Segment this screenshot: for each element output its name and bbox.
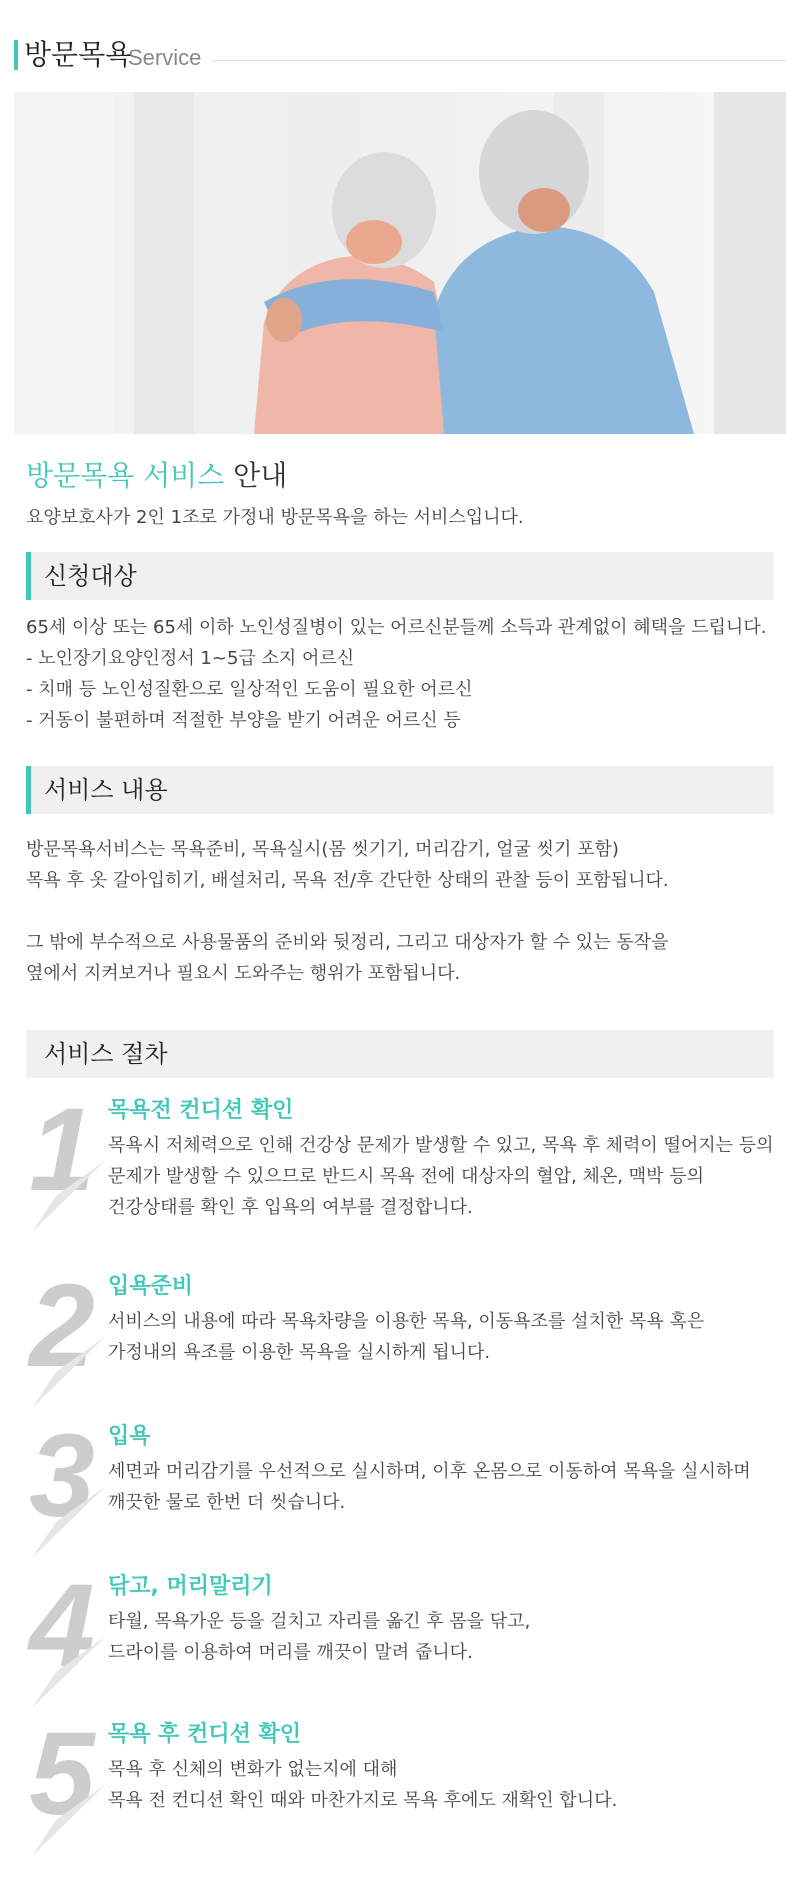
content-line: 그 밖에 부수적으로 사용물품의 준비와 뒷정리, 그리고 대상자가 할 수 있는 동작을 — [26, 932, 669, 953]
step-number: 4 — [29, 1560, 95, 1692]
step-line: 드라이를 이용하여 머리를 깨끗이 말려 줍니다. — [108, 1642, 473, 1663]
step-title: 입욕준비 — [108, 1274, 194, 1299]
page-title: 방문목욕 — [24, 38, 133, 71]
step-description — [108, 1130, 774, 1223]
step-slash-decoration — [26, 1632, 112, 1712]
procedure-step — [22, 1260, 782, 1422]
step-line: 타월, 목욕가운 등을 걸치고 자리를 옮긴 후 몸을 닦고, — [108, 1611, 531, 1632]
step-line: 건강상태를 확인 후 입욕의 여부를 결정합니다. — [108, 1197, 473, 1218]
target-description — [26, 612, 786, 736]
procedure-step — [22, 1084, 782, 1246]
procedure-step — [22, 1708, 782, 1870]
step-slash-decoration — [26, 1482, 112, 1562]
step-line: 서비스의 내용에 따라 목욕차량을 이용한 목욕, 이동욕조를 설치한 목욕 혹은 — [108, 1311, 705, 1332]
intro-title — [26, 458, 287, 494]
step-number: 3 — [29, 1410, 95, 1542]
intro-title-accent: 방문목욕 서비스 — [26, 459, 225, 492]
step-line: 문제가 발생할 수 있으므로 반드시 목욕 전에 대상자의 혈압, 체온, 맥박 등의 — [108, 1166, 705, 1187]
hero-image — [14, 92, 786, 434]
step-line: 가정내의 욕조를 이용한 목욕을 실시하게 됩니다. — [108, 1342, 491, 1363]
step-title: 입욕 — [108, 1424, 151, 1449]
step-number: 5 — [29, 1708, 95, 1840]
content-line: 목욕 후 옷 갈아입히기, 배설처리, 목욕 전/후 간단한 상태의 관찰 등이 포함됩니다. — [26, 870, 669, 891]
target-line: - 치매 등 노인성질환으로 일상적인 도움이 필요한 어르신 — [26, 679, 473, 700]
target-line: - 노인장기요양인정서 1~5급 소지 어르신 — [26, 648, 355, 669]
step-line: 세면과 머리감기를 우선적으로 실시하며, 이후 온몸으로 이동하여 목욕을 실시하며 — [108, 1461, 751, 1482]
page-subtitle: Service — [128, 45, 202, 70]
section-title-procedure: 서비스 절차 — [44, 1040, 168, 1068]
intro-description: 요양보호사가 2인 1조로 가정내 방문목욕을 하는 서비스입니다. — [26, 507, 524, 528]
target-line: 65세 이상 또는 65세 이하 노인성질병이 있는 어르신분들께 소득과 관계없이 혜택을 드립니다. — [26, 617, 767, 638]
section-accent-bar — [26, 766, 31, 814]
content-description — [26, 834, 786, 989]
step-description — [108, 1754, 617, 1816]
step-slash-decoration — [26, 1156, 112, 1236]
step-title: 목욕 후 컨디션 확인 — [108, 1722, 301, 1747]
target-line: - 거동이 불편하며 적절한 부양을 받기 어려운 어르신 등 — [26, 710, 461, 731]
section-title-content: 서비스 내용 — [44, 776, 168, 804]
page-header — [14, 38, 786, 74]
step-description — [108, 1606, 530, 1668]
step-line: 목욕 전 컨디션 확인 때와 마찬가지로 목욕 후에도 재확인 합니다. — [108, 1790, 618, 1811]
step-number: 1 — [29, 1084, 95, 1216]
section-header-procedure — [26, 1030, 774, 1078]
procedure-step — [22, 1560, 782, 1722]
content-line: 방문목욕서비스는 목욕준비, 목욕실시(몸 씻기기, 머리감기, 얼굴 씻기 포함) — [26, 839, 619, 860]
step-line: 깨끗한 물로 한번 더 씻습니다. — [108, 1492, 346, 1513]
step-title: 목욕전 컨디션 확인 — [108, 1098, 294, 1123]
header-divider — [212, 60, 786, 61]
section-header-content — [26, 766, 774, 814]
procedure-step — [22, 1410, 782, 1572]
step-description — [108, 1456, 751, 1518]
step-slash-decoration — [26, 1780, 112, 1860]
section-accent-bar — [26, 552, 31, 600]
header-accent-bar — [14, 40, 18, 70]
step-number: 2 — [29, 1260, 95, 1392]
step-line: 목욕시 저체력으로 인해 건강상 문제가 발생할 수 있고, 목욕 후 체력이 떨어지는 등의 — [108, 1135, 774, 1156]
content-line: 옆에서 지켜보거나 필요시 도와주는 행위가 포함됩니다. — [26, 963, 461, 984]
content-line — [26, 896, 786, 927]
intro-title-plain: 안내 — [224, 459, 288, 492]
step-title: 닦고, 머리말리기 — [108, 1574, 273, 1599]
section-header-target — [26, 552, 774, 600]
section-title-target: 신청대상 — [44, 562, 137, 590]
step-description — [108, 1306, 704, 1368]
step-slash-decoration — [26, 1332, 112, 1412]
step-line: 목욕 후 신체의 변화가 없는지에 대해 — [108, 1759, 398, 1780]
